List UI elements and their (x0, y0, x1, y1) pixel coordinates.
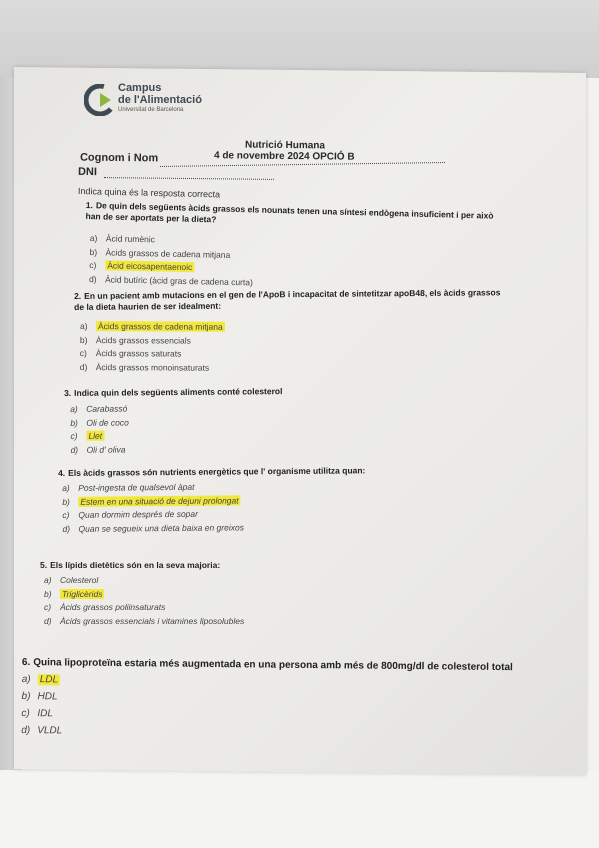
option-text: HDL (37, 691, 58, 703)
option-letter: b) (21, 690, 31, 703)
question-number: 5. (40, 560, 48, 570)
question-text (40, 560, 480, 571)
question-3-options (70, 400, 464, 457)
option-text-highlighted: Àcid eicosapentaenoic (107, 260, 193, 273)
question-number: 3. (64, 387, 72, 398)
question-6-options (21, 671, 532, 744)
option-letter: c) (21, 707, 30, 720)
option-text: Àcids grassos saturats (95, 348, 182, 359)
question-number: 6. (21, 656, 31, 669)
option-letter: b) (62, 496, 70, 507)
answer-option[interactable] (80, 347, 380, 362)
option-text: Quan dormim després de sopar (78, 508, 198, 520)
answer-option[interactable] (44, 588, 480, 602)
question-stem: Quina lipoproteïna estaria més augmentada en una persona amb més de 800mg/dl de colesterol total (33, 657, 513, 674)
option-letter: a) (89, 232, 98, 244)
option-letter: a) (70, 403, 78, 414)
question-6 (21, 656, 532, 744)
option-letter: c) (62, 509, 70, 520)
question-3 (64, 385, 465, 457)
logo-line-3: Universitat de Barcelona (118, 107, 184, 113)
option-letter: c) (89, 259, 97, 271)
option-letter: c) (44, 602, 52, 612)
question-stem: De quin dels següents àcids grassos els nounats tenen una síntesi endògena insuficient i per això han de ser aportats per la dieta? (85, 200, 494, 225)
question-number: 1. (85, 200, 94, 211)
option-text: Colesterol (60, 575, 99, 585)
option-letter: a) (21, 673, 31, 686)
answer-option[interactable] (80, 360, 380, 375)
question-4 (58, 464, 499, 536)
option-letter: d) (21, 724, 31, 737)
question-number: 4. (58, 467, 66, 478)
option-text: Àcid butíric (àcid gras de cadena curta) (104, 273, 253, 287)
option-text: Oli de coco (86, 416, 129, 428)
logo-line-2: de l'Alimentació (118, 94, 202, 106)
option-letter: b) (70, 417, 78, 428)
question-2 (74, 287, 504, 313)
question-4-options (62, 478, 498, 536)
option-text-highlighted: LDL (39, 674, 59, 686)
option-text: Àcids grassos de cadena mitjana (105, 246, 231, 260)
question-stem: Indica quin dels següents aliments conté colesterol (74, 386, 283, 398)
answer-option[interactable] (44, 615, 480, 629)
option-text-highlighted: Àcids grassos de cadena mitjana (97, 321, 223, 332)
option-text: Post-ingesta de qualsevol àpat (78, 481, 195, 493)
option-text: Àcids grassos monoinsaturats (95, 361, 210, 373)
answer-option[interactable] (44, 601, 480, 615)
option-letter: c) (79, 347, 87, 359)
question-text (74, 287, 504, 313)
question-5 (40, 560, 480, 628)
option-text: Àcids grassos poliinsaturats (60, 602, 166, 612)
option-letter: d) (79, 361, 88, 372)
answer-option[interactable] (70, 440, 464, 457)
option-text: IDL (37, 708, 54, 720)
name-label: Cognom i Nom (79, 151, 159, 165)
option-letter: a) (62, 482, 70, 493)
option-letter: c) (70, 430, 78, 441)
option-text: Carabassó (86, 403, 128, 414)
instruction-text: Indica quina és la resposta correcta (77, 186, 221, 200)
question-stem: Els lípids dietètics són en la seva majoria: (50, 560, 221, 570)
question-1 (85, 200, 505, 233)
option-text: Àcids grassos essencials i vitamines liposolubles (60, 615, 245, 626)
question-2-options (80, 320, 380, 376)
option-text: Oli d' oliva (86, 443, 126, 455)
option-text: Àcid rumènic (105, 233, 156, 245)
option-text-highlighted: Llet (88, 430, 103, 441)
campus-logo-icon (84, 84, 116, 116)
question-number: 2. (74, 290, 82, 301)
option-letter: b) (44, 588, 52, 599)
option-letter: d) (70, 444, 79, 455)
option-text-highlighted: Estem en una situació de dejuni prolongat (80, 494, 239, 507)
option-letter: a) (44, 575, 52, 585)
option-text: Quan se segueix una dieta baixa en greixos (78, 521, 244, 534)
exam-date-option: 4 de novembre 2024 OPCIÓ B (213, 150, 355, 163)
option-text: Àcids grassos essencials (95, 334, 191, 346)
answer-option[interactable] (44, 574, 480, 588)
name-field-line[interactable] (160, 162, 445, 167)
question-5-options (44, 574, 480, 628)
exam-title: Nutrició Humana (244, 139, 326, 152)
option-letter: d) (44, 615, 52, 626)
option-letter: a) (79, 321, 88, 332)
option-letter: b) (89, 246, 98, 257)
question-1-options (89, 232, 390, 292)
campus-logo (84, 82, 224, 126)
answer-option[interactable] (80, 320, 380, 335)
question-stem: Els àcids grassos són nutrients energètics que l' organisme utilitza quan: (68, 465, 366, 478)
logo-line-1: Campus (118, 82, 162, 94)
question-stem: En un pacient amb mutacions en el gen de l'ApoB i incapacitat de sintetitzar apoB48, els àcids grassos de la dieta haurien de ser idealment: (74, 287, 501, 312)
question-text (85, 200, 505, 233)
option-text: VLDL (37, 725, 63, 737)
question-text (64, 385, 464, 399)
logo-text (118, 82, 202, 115)
question-text (58, 464, 498, 479)
option-text-highlighted: Triglicèrids (62, 588, 103, 599)
option-letter: b) (79, 334, 88, 345)
option-letter: d) (88, 273, 97, 284)
dni-field-line[interactable] (104, 177, 274, 180)
option-letter: d) (62, 523, 71, 534)
dni-label: DNI (77, 165, 98, 179)
